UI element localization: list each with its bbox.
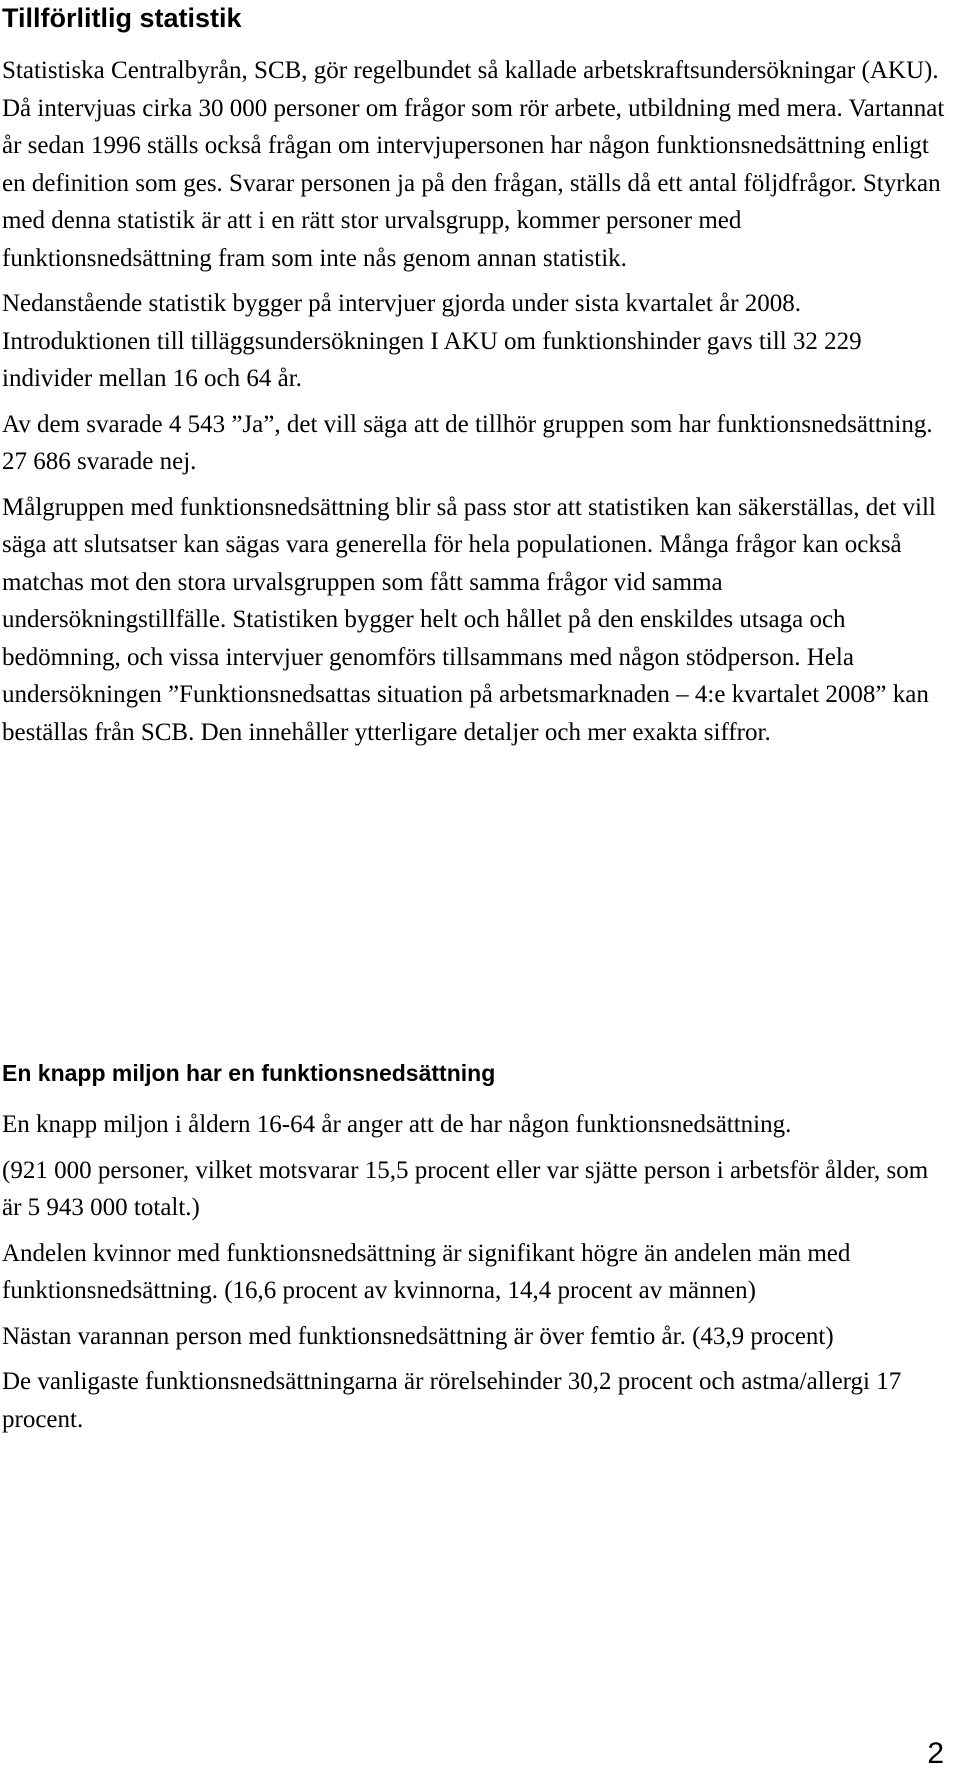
- section-heading-knapp-miljon: En knapp miljon har en funktionsnedsättning: [2, 1060, 496, 1086]
- section-body-tillforlitlig-statistik: [2, 52, 946, 759]
- paragraph: Målgruppen med funktionsnedsättning blir så pass stor att statistiken kan säkerställas, det vill säga att slutsatser kan sägas vara generella för hela populationen. Många frågor kan också matchas mot den stora urvalsgruppen som fått samma frågor vid samma undersökningstillfälle. Statistiken bygger helt och hållet på den enskildes utsaga och bedömning, och vissa intervjuer genomförs tillsammans med någon stödperson. Hela undersökningen ”Funktionsnedsattas situation på arbetsmarknaden – 4:e kvartalet 2008” kan beställas från SCB. Den innehåller ytterligare detaljer och mer exakta siffror.: [2, 493, 936, 746]
- paragraph: En knapp miljon i åldern 16-64 år anger att de har någon funktionsnedsättning.: [2, 1111, 792, 1138]
- section-heading-tillforlitlig-statistik: Tillförlitlig statistik: [2, 3, 242, 33]
- section-body-knapp-miljon: [2, 1106, 946, 1446]
- paragraph: Av dem svarade 4 543 ”Ja”, det vill säga att de tillhör gruppen som har funktionsnedsättning. 27 686 svarade nej.: [2, 410, 933, 475]
- paragraph: Nedanstående statistik bygger på intervjuer gjorda under sista kvartalet år 2008. Introduktionen till tilläggsundersökningen I AKU om funktionshinder gavs till 32 229 individer mellan 16 och 64 år.: [2, 290, 862, 392]
- paragraph: Andelen kvinnor med funktionsnedsättning är signifikant högre än andelen män med funktionsnedsättning. (16,6 procent av kvinnorna, 14,4 procent av männen): [2, 1239, 851, 1304]
- page-number: 2: [927, 1737, 944, 1770]
- paragraph: (921 000 personer, vilket motsvarar 15,5 procent eller var sjätte person i arbetsför ålder, som är 5 943 000 totalt.): [2, 1156, 929, 1221]
- paragraph: Statistiska Centralbyrån, SCB, gör regelbundet så kallade arbetskraftsundersökningar (AKU). Då intervjuas cirka 30 000 personer om frågor som rör arbete, utbildning med mera. Vartannat år sedan 1996 ställs också frågan om intervjupersonen har någon funktionsnedsättning enligt en definition som ges. Svarar personen ja på den frågan, ställs då ett antal följdfrågor. Styrkan med denna statistik är att i en rätt stor urvalsgrupp, kommer personer med funktionsnedsättning fram som inte nås genom annan statistik.: [2, 57, 945, 272]
- paragraph: Nästan varannan person med funktionsnedsättning är över femtio år. (43,9 procent): [2, 1322, 834, 1350]
- paragraph: De vanligaste funktionsnedsättningarna är rörelsehinder 30,2 procent och astma/allergi 17 procent.: [2, 1368, 902, 1433]
